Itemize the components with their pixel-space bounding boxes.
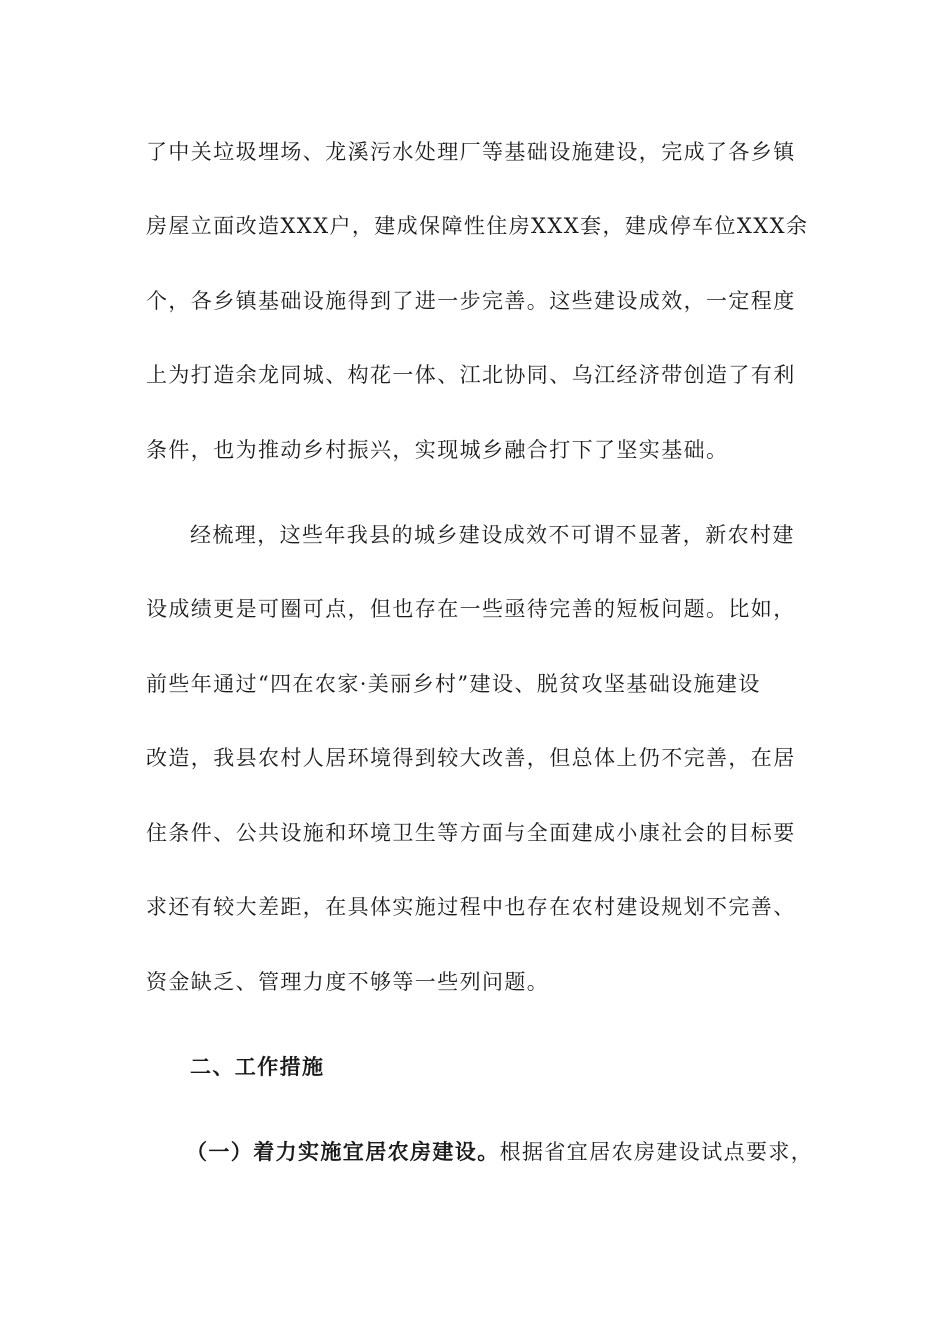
paragraph-line: 设成绩更是可圈可点，但也存在一些亟待完善的短板问题。比如， [146, 597, 796, 621]
paragraph-line: 个，各乡镇基础设施得到了进一步完善。这些建设成效，一定程度 [146, 289, 796, 313]
paragraph-line: 上为打造余龙同城、构花一体、江北协同、乌江经济带创造了有利 [146, 363, 796, 387]
paragraph-line: 条件，也为推动乡村振兴，实现城乡融合打下了坚实基础。 [146, 438, 729, 462]
paragraph-line: 前些年通过“四在农家·美丽乡村”建设、脱贫攻坚基础设施建设 [146, 672, 761, 696]
paragraph-line: 改造，我县农村人居环境得到较大改善，但总体上仍不完善，在居 [146, 746, 796, 770]
subsection-text: 根据省宜居农房建设试点要求， [499, 1140, 814, 1164]
subsection-line [186, 1138, 813, 1166]
paragraph-line: 求还有较大差距，在具体实施过程中也存在农村建设规划不完善、 [146, 895, 796, 919]
paragraph-line: 了中关垃圾埋场、龙溪污水处理厂等基础设施建设，完成了各乡镇 [146, 140, 796, 164]
subsection-title: （一）着力实施宜居农房建设。 [186, 1139, 500, 1164]
paragraph-line: 房屋立面改造XXX户，建成保障性住房XXX套，建成停车位XXX余 [146, 214, 809, 238]
paragraph-line: 经梳理，这些年我县的城乡建设成效不可谓不显著，新农村建 [190, 523, 795, 547]
paragraph-line: 资金缺乏、管理力度不够等一些列问题。 [146, 970, 550, 994]
section-heading: 二、工作措施 [190, 1054, 325, 1079]
paragraph-line: 住条件、公共设施和环境卫生等方面与全面建成小康社会的目标要 [146, 821, 796, 845]
